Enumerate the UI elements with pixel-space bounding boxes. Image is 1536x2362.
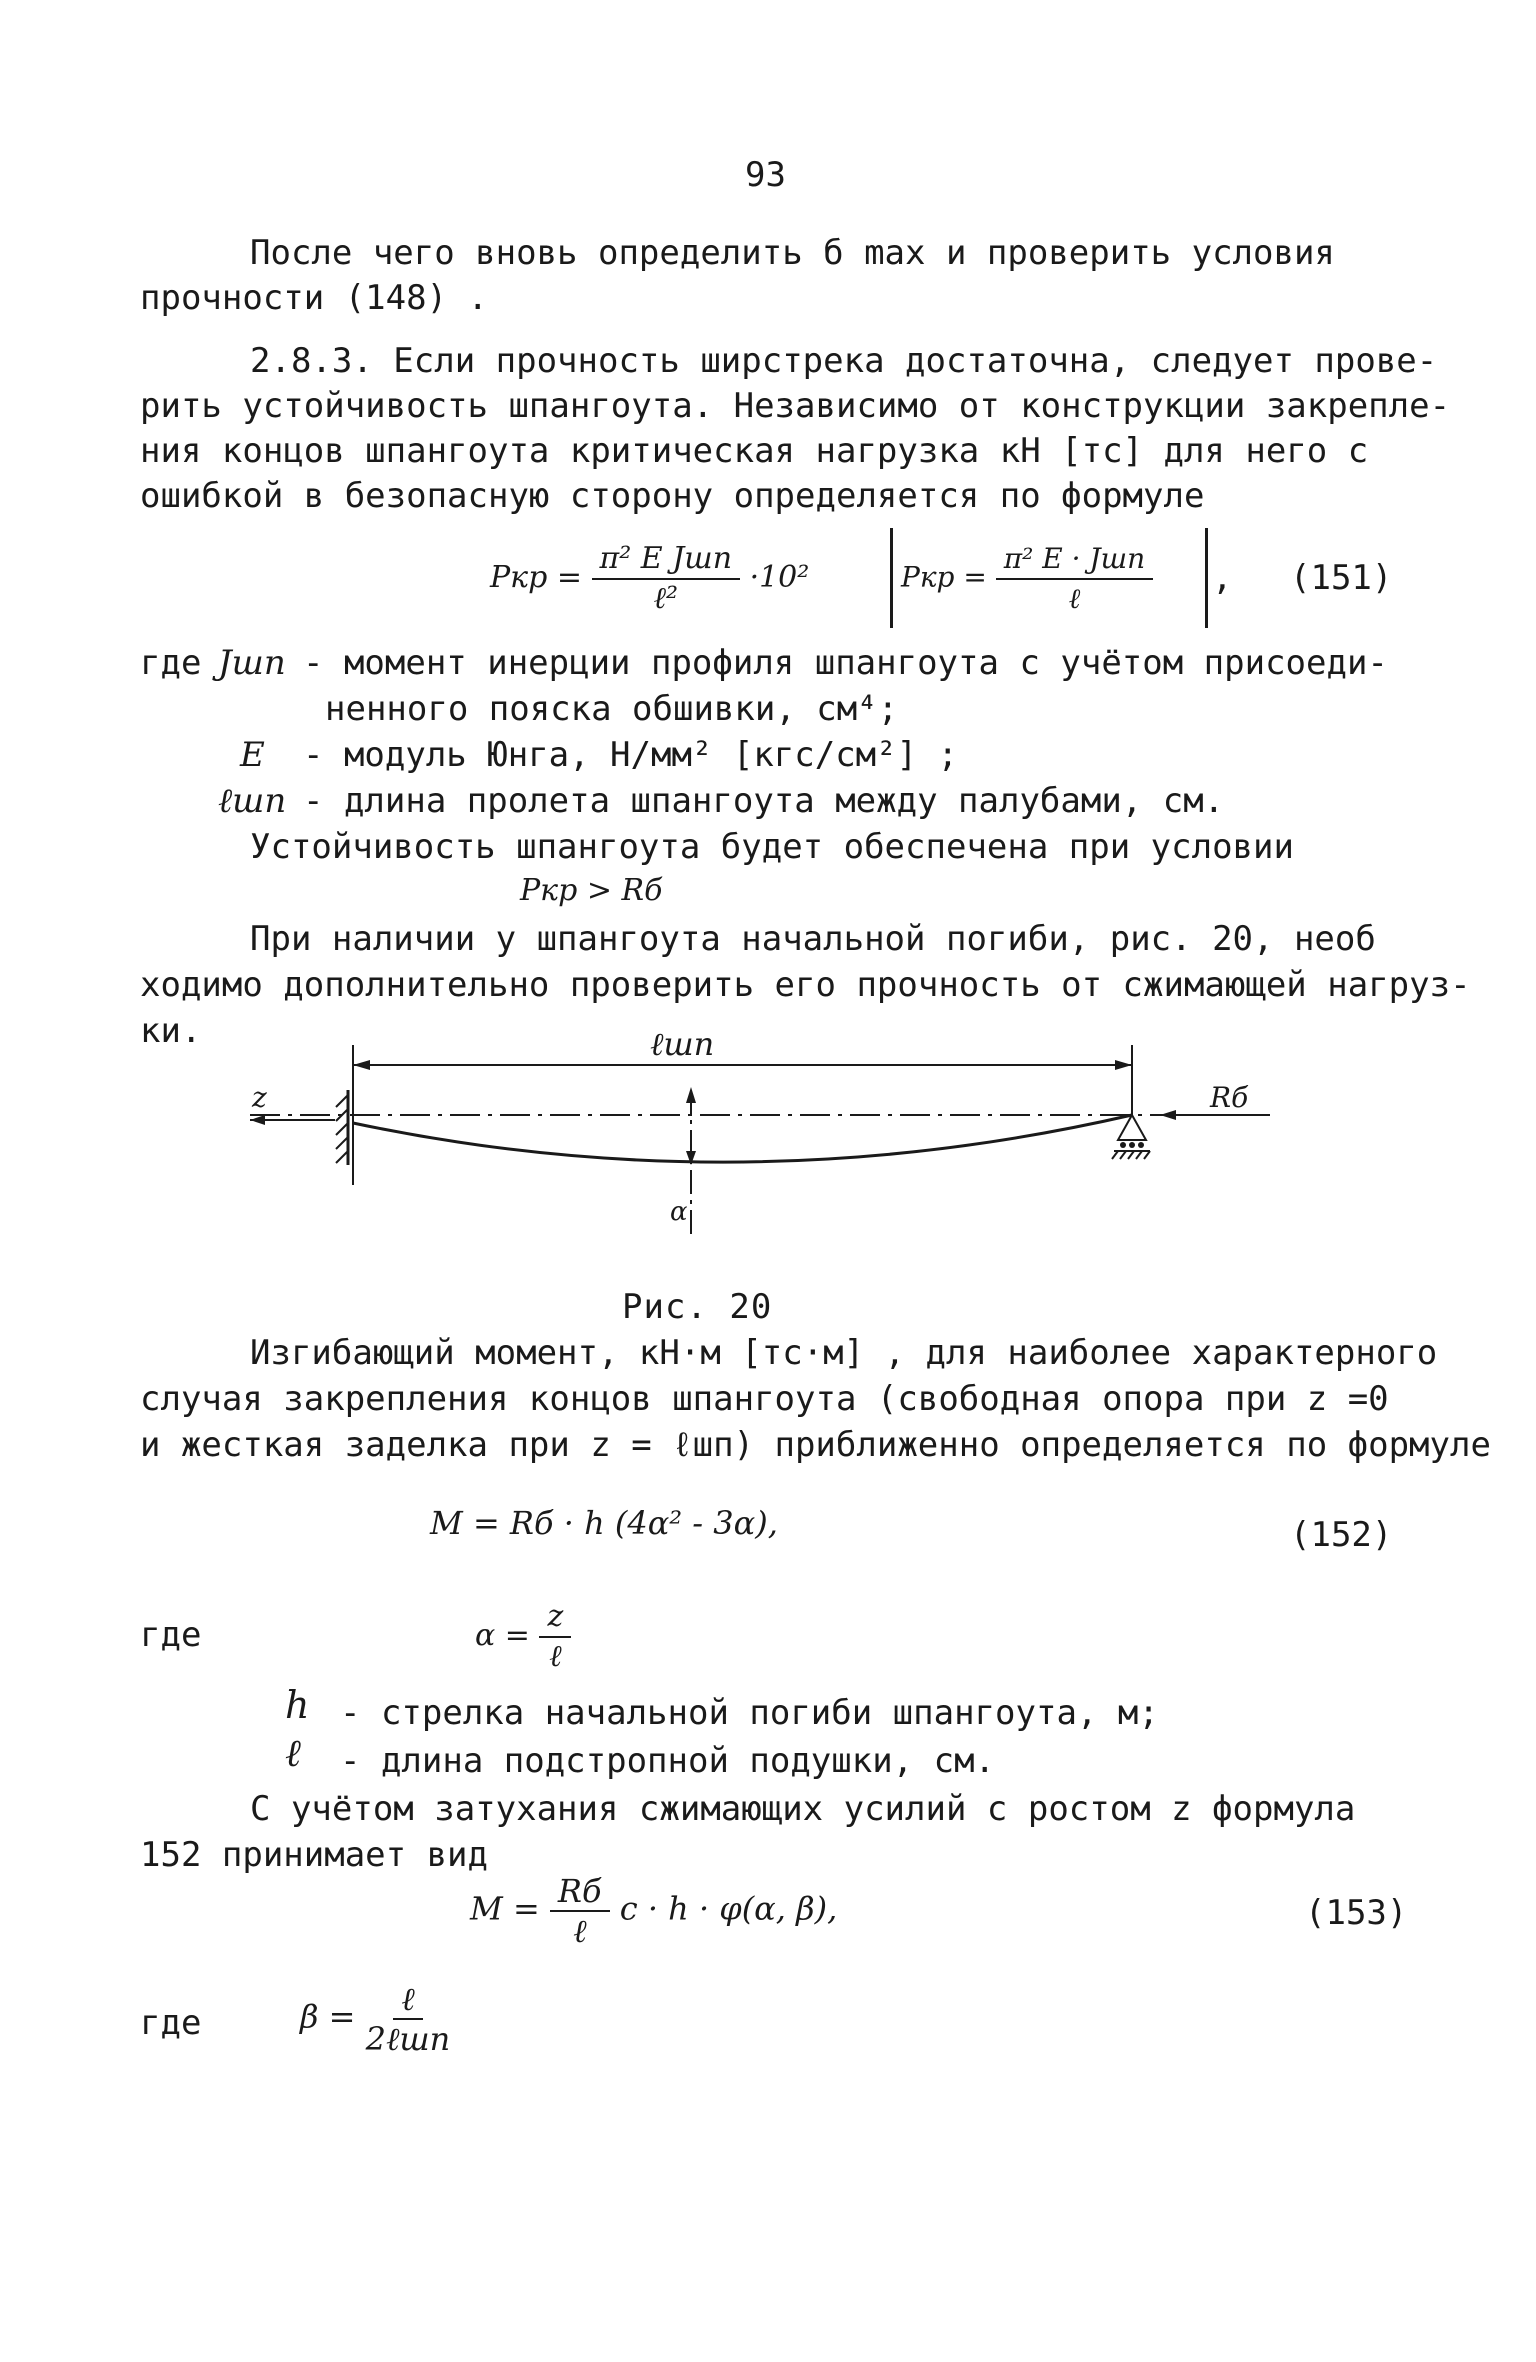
paragraph-3-line-3: ки. [140,1011,202,1051]
equation-152: M = Rб · h (4α² - 3α), [430,1504,778,1542]
eq151-multiplier: ·10² [749,560,810,595]
stability-condition: Pкр > Rб [520,873,663,908]
beta-numerator: ℓ [393,1980,422,2020]
eq151-fraction [592,540,740,618]
paragraph-2-line-4: ошибкой в безопасную сторону определяется по формуле [140,476,1205,516]
defs151-symbol-e: E [240,735,265,775]
fixed-support-hatching [336,1095,348,1163]
paragraph-2-line-3: ния концов шпангоута критическая нагрузка кН [тс] для него с [140,431,1369,471]
alpha-label: α [670,1197,688,1227]
defs151-def-j-line-2: ненного пояска обшивки, см⁴; [325,689,899,729]
eq153-lhs: M = [470,1889,540,1928]
defs151-gde: где [140,643,202,683]
beta-denominator: 2ℓшп [365,2020,451,2058]
eq151-numerator: π² E Jшп [592,540,740,580]
midspan-arrow-top [686,1087,696,1103]
eq151-tag: (151) [1290,558,1393,598]
paragraph-2-line-1: 2.8.3. Если прочность ширстрека достаточна, следует прове- [250,341,1438,381]
eq152-tag: (152) [1290,1515,1393,1555]
z-label: z [252,1081,267,1114]
dimension-arrow-right [1115,1060,1132,1070]
alpha-fraction [539,1598,571,1676]
stability-line: Устойчивость шпангоута будет обеспечена при условии [250,827,1294,867]
figure-20-diagram [230,1015,1290,1255]
paragraph-2-line-2: рить устойчивость шпангоута. Независимо от конструкции закрепле- [140,386,1451,426]
force-label: Rб [1210,1081,1249,1114]
paragraph-1-line-2: прочности (148) . [140,278,488,318]
beta-definition [300,1980,450,2058]
defs153-gde: где [140,2003,202,2043]
eq151-alt-fraction [996,540,1153,618]
defs152-symbol-l: ℓ [285,1731,301,1775]
defs152-def-l: - длина подстропной подушки, см. [340,1741,996,1781]
pin-support-rollers [1120,1142,1144,1148]
alpha-denominator: ℓ [549,1639,562,1674]
alpha-definition [475,1598,571,1676]
defs151-def-l: - длина пролета шпангоута между палубами, см. [303,781,1225,821]
eq151-alt-denominator: ℓ [1068,582,1081,615]
paragraph-3-line-2: ходимо дополнительно проверить его прочность от сжимающей нагруз- [140,965,1471,1005]
paragraph-5-line-2: 152 принимает вид [140,1835,488,1875]
defs152-def-h: - стрелка начальной погиби шпангоута, м; [340,1693,1159,1733]
defs152-symbol-h: h [285,1683,310,1727]
beta-lhs: β = [300,1997,356,2036]
defs151-def-j-line-1: - момент инерции профиля шпангоута с учётом присоеди- [303,643,1388,683]
paragraph-3-line-1: При наличии у шпангоута начальной погиби, рис. 20, необ [250,919,1376,959]
z-arrowhead [250,1115,265,1125]
eq151-lhs: Pкр = [490,560,582,595]
defs151-def-e: - модуль Юнга, Н/мм² [кгс/см²] ; [303,735,959,775]
page-number: 93 [745,155,786,195]
eq151-comma: , [1212,558,1233,598]
paragraph-4-line-2: случая закрепления концов шпангоута (свободная опора при z =0 [140,1379,1389,1419]
span-label: ℓшп [650,1025,715,1063]
dimension-arrow-left [353,1060,370,1070]
curved-frame-beam [353,1115,1132,1162]
equation-153 [470,1872,837,1950]
paragraph-4-line-3: и жесткая заделка при z = ℓшп) приближенно определяется по формуле [140,1425,1491,1465]
eq153-tag: (153) [1305,1893,1408,1933]
defs151-symbol-j: Jшп [218,643,286,683]
eq151-denominator: ℓ² [653,581,679,616]
eq153-numerator: Rб [550,1872,610,1912]
eq151-alt-lhs: Pкр = [901,560,987,594]
alpha-numerator: z [539,1598,571,1638]
paragraph-5-line-1: С учётом затухания сжимающих усилий с ростом z формула [250,1789,1356,1829]
pin-support-hatching [1112,1151,1150,1159]
paragraph-4-line-1: Изгибающий момент, кН·м [тс·м] , для наиболее характерного [250,1333,1438,1373]
alpha-lhs: α = [475,1618,530,1653]
eq153-fraction [550,1872,610,1950]
figure-caption: Рис. 20 [622,1287,773,1327]
force-arrowhead [1160,1110,1176,1120]
eq153-rest: c · h · φ(α, β), [619,1889,838,1928]
defs151-symbol-l: ℓшп [218,781,287,821]
equation-151 [490,540,809,618]
defs152-gde: где [140,1615,202,1655]
eq151-alternative-bracket [890,528,1208,628]
beta-fraction [366,1980,451,2058]
paragraph-1-line-1: После чего вновь определить б max и проверить условия [250,233,1335,273]
eq153-denominator: ℓ [573,1912,587,1950]
eq151-alt-numerator: π² E · Jшп [996,540,1153,580]
